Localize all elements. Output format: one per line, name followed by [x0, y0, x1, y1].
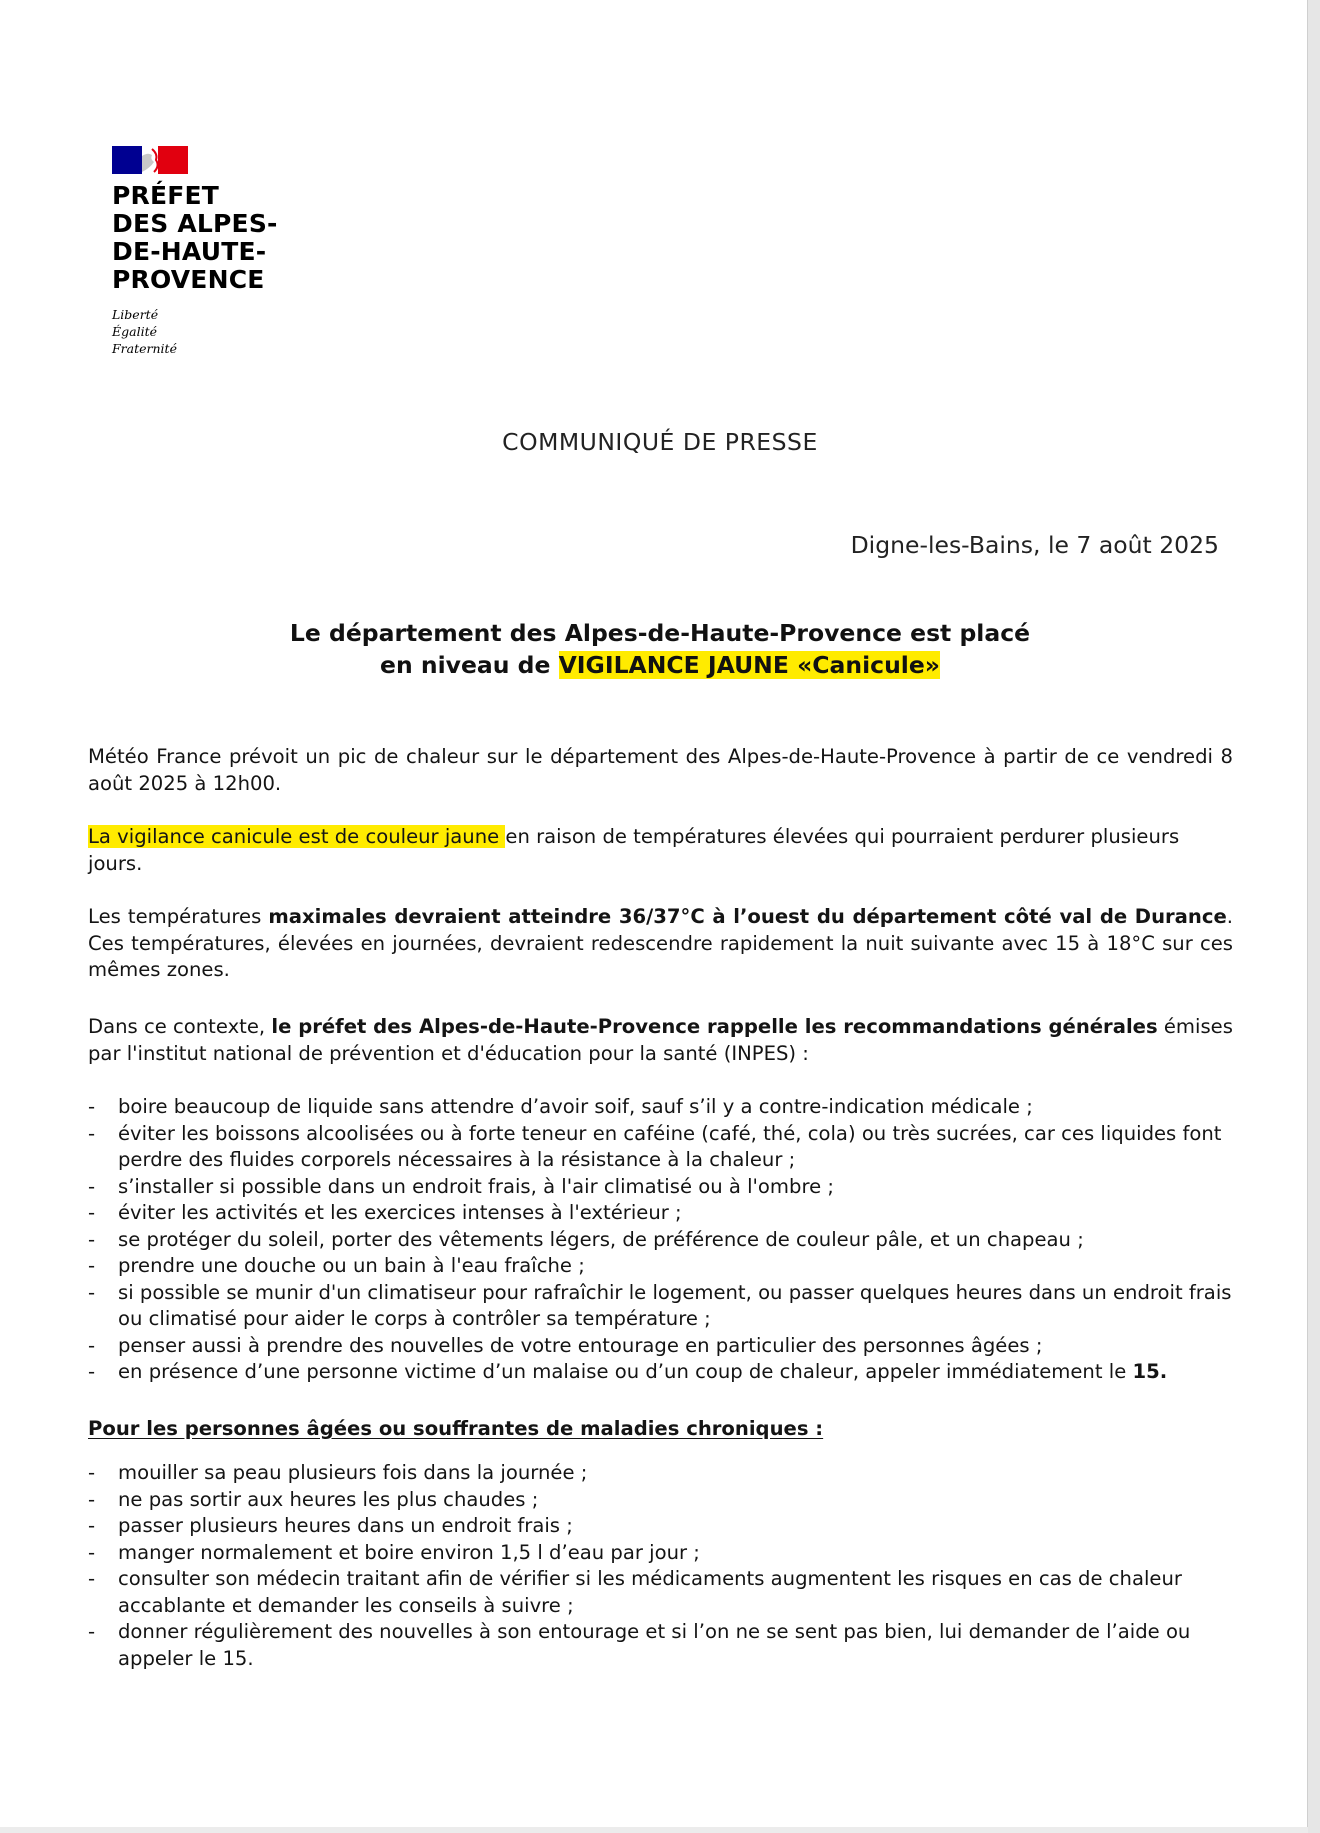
headline — [0, 617, 1320, 681]
headline-prefix: en niveau de — [380, 651, 559, 679]
elderly-recommendations — [88, 1460, 1233, 1672]
vigilance-color-highlight: La vigilance canicule est de couleur jaune — [88, 825, 506, 848]
recommendations-list — [88, 1094, 1233, 1386]
paragraph-rest: émises par l'institut national de prévention et d'éducation pour la santé (INPES) : — [88, 1015, 1233, 1065]
list-item: - prendre une douche ou un bain à l'eau fraîche ; — [88, 1253, 1233, 1280]
headline-line-1: Le département des Alpes-de-Haute-Provence est placé — [289, 619, 1031, 647]
press-release-title: COMMUNIQUÉ DE PRESSE — [502, 428, 818, 456]
list-item: - ne pas sortir aux heures les plus chaudes ; — [88, 1487, 1233, 1514]
list-item: - se protéger du soleil, porter des vêtements légers, de préférence de couleur pâle, et un chapeau ; — [88, 1227, 1233, 1254]
page-edge — [1307, 0, 1320, 1833]
paragraph-temperatures — [88, 904, 1233, 984]
list-item-text: en présence d’une personne victime d’un malaise ou d’un coup de chaleur, appeler immédiatement le — [118, 1360, 1133, 1383]
list-item: - donner régulièrement des nouvelles à son entourage et si l’on ne se sent pas bien, lui demander de l’aide ou appeler le 15. — [88, 1619, 1233, 1672]
republic-motto — [112, 306, 352, 357]
paragraph-prefix: Dans ce contexte, — [88, 1015, 272, 1038]
emergency-number: 15. — [1132, 1360, 1168, 1383]
prefet-name-line: DE-HAUTE- — [112, 237, 267, 266]
list-item: - boire beaucoup de liquide sans attendre d’avoir soif, sauf s’il y a contre-indication médicale ; — [88, 1094, 1233, 1121]
list-item — [88, 1359, 1233, 1386]
vigilance-highlight: VIGILANCE JAUNE «Canicule» — [558, 651, 940, 679]
page-edge-bottom — [0, 1827, 1308, 1833]
paragraph-prefix: Les températures — [88, 905, 269, 928]
paragraph-rest: . Ces températures, élevées en journées, devraient redescendre rapidement la nuit suivante avec 15 à 18°C sur ces mêmes zones. — [88, 905, 1233, 981]
headline-line-2 — [0, 649, 1320, 681]
paragraph-text — [88, 1014, 1233, 1067]
list-item: - mouiller sa peau plusieurs fois dans la journée ; — [88, 1460, 1233, 1487]
paragraph-text: Météo France prévoit un pic de chaleur sur le département des Alpes-de-Haute-Provence à partir de ce vendredi 8 août 2025 à 12h00. — [88, 745, 1233, 795]
paragraph-bold: maximales devraient atteindre 36/37°C à l’ouest du département côté val de Durance — [268, 905, 1227, 928]
motto-line: Égalité — [112, 324, 157, 339]
prefet-name — [112, 182, 352, 294]
paragraph-context — [88, 1014, 1233, 1067]
list-item: - éviter les activités et les exercices intenses à l'extérieur ; — [88, 1200, 1233, 1227]
prefet-name-line: DES ALPES- — [112, 209, 278, 238]
paragraph-rest: en raison de températures élevées qui pourraient perdurer plusieurs jours. — [88, 825, 1180, 875]
list-item: - si possible se munir d'un climatiseur pour rafraîchir le logement, ou passer quelques heures dans un endroit frais ou climatisé pour aider le corps à contrôler sa température ; — [88, 1280, 1233, 1333]
paragraph-vigilance — [88, 824, 1233, 877]
date-location: Digne-les-Bains, le 7 août 2025 — [850, 531, 1219, 559]
marianne-flag-icon — [112, 146, 188, 174]
prefecture-logo — [112, 146, 352, 357]
elderly-heading — [88, 1416, 1233, 1443]
motto-line: Fraternité — [112, 341, 177, 356]
list-item: - passer plusieurs heures dans un endroit frais ; — [88, 1513, 1233, 1540]
elderly-list — [88, 1460, 1233, 1672]
prefet-name-line: PROVENCE — [112, 265, 265, 294]
list-item: - manger normalement et boire environ 1,5 l d’eau par jour ; — [88, 1540, 1233, 1567]
paragraph-bold: le préfet des Alpes-de-Haute-Provence rappelle les recommandations générales — [271, 1015, 1158, 1038]
prefet-name-line: PRÉFET — [112, 181, 220, 210]
list-item: - penser aussi à prendre des nouvelles de votre entourage en particulier des personnes âgées ; — [88, 1333, 1233, 1360]
motto-line: Liberté — [112, 307, 159, 322]
paragraph-text — [88, 824, 1233, 877]
list-item: - éviter les boissons alcoolisées ou à forte teneur en caféine (café, thé, cola) ou très sucrées, car ces liquides font perdre des fluides corporels nécessaires à la résistance à la chaleur ; — [88, 1121, 1233, 1174]
list-item: - consulter son médecin traitant afin de vérifier si les médicaments augmentent les risques en cas de chaleur accablante et demander les conseils à suivre ; — [88, 1566, 1233, 1619]
general-recommendations — [88, 1094, 1233, 1386]
paragraph-text — [88, 904, 1233, 984]
list-item: - s’installer si possible dans un endroit frais, à l'air climatisé ou à l'ombre ; — [88, 1174, 1233, 1201]
section-heading: Pour les personnes âgées ou souffrantes de maladies chroniques : — [88, 1417, 824, 1440]
paragraph-forecast — [88, 744, 1233, 797]
